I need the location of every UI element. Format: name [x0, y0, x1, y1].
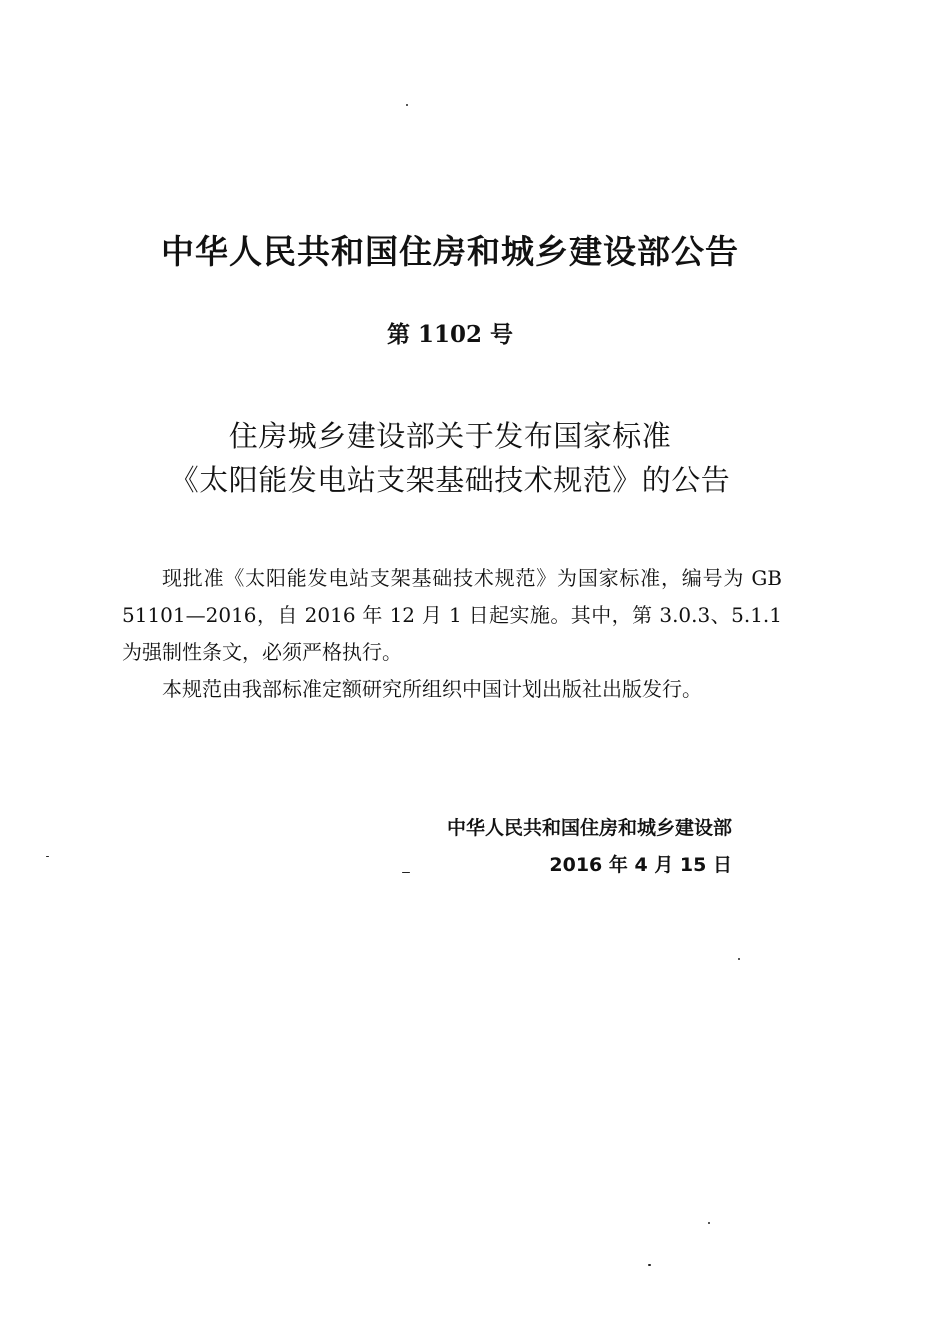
subtitle-line-2: 《太阳能发电站支架基础技术规范》的公告: [169, 463, 731, 497]
issue-date: 2016 年 4 月 15 日: [549, 854, 732, 876]
body-paragraph-1: 现批准《太阳能发电站支架基础技术规范》为国家标准，编号为 GB 51101—2016，自 2016 年 12 月 1 日起实施。其中，第 3.0.3、5.1.1 为强制性条文，必须严格执行。: [122, 566, 782, 664]
announcement-heading: 中华人民共和国住房和城乡建设部公告: [161, 232, 739, 271]
signature-block: [380, 810, 732, 884]
scan-speck: [708, 1222, 710, 1224]
announcement-body: [122, 560, 782, 708]
scan-speck: [648, 1264, 651, 1266]
scan-speck: [406, 104, 408, 106]
scan-speck: [46, 856, 49, 857]
subtitle-line-1: 住房城乡建设部关于发布国家标准: [228, 419, 672, 453]
body-paragraph-2: 本规范由我部标准定额研究所组织中国计划出版社出版发行。: [162, 677, 702, 701]
scan-speck: [738, 958, 740, 960]
issuer-name: 中华人民共和国住房和城乡建设部: [446, 817, 732, 839]
announcement-subtitle: [0, 414, 900, 502]
announcement-number: 第 1102 号: [386, 321, 514, 348]
